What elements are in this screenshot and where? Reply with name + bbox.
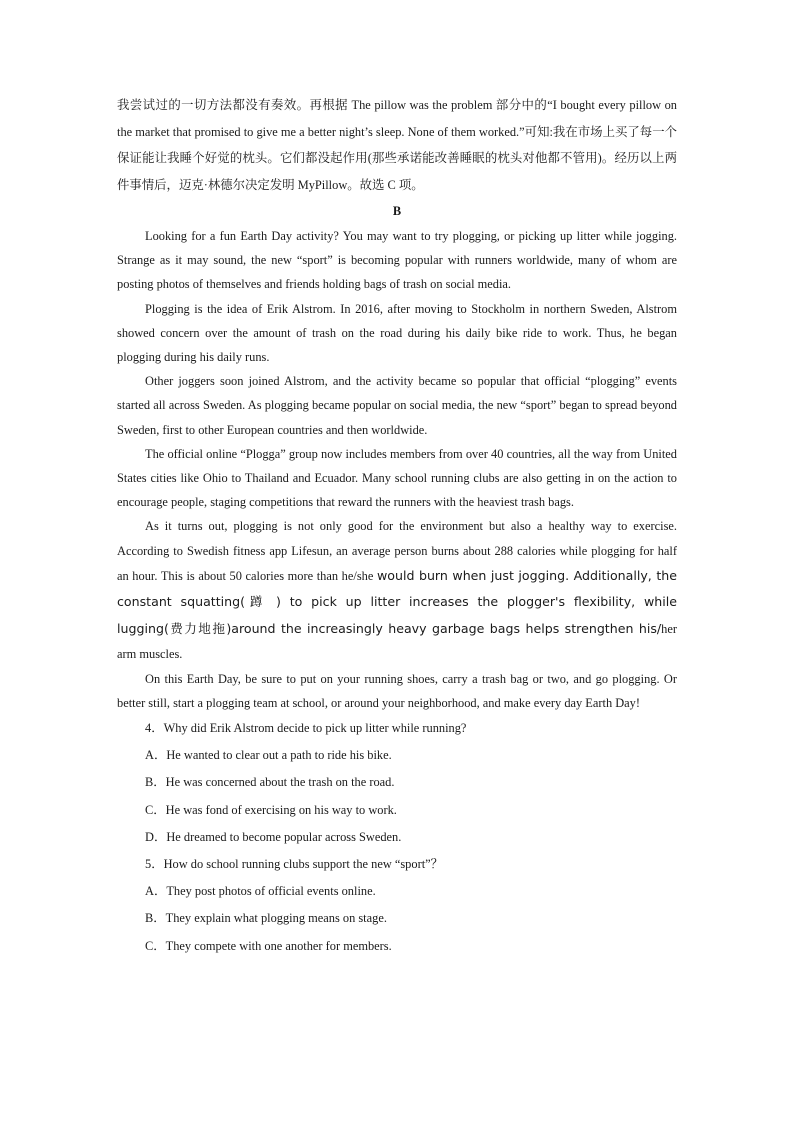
option-text: He was fond of exercising on his way to work. bbox=[165, 802, 397, 817]
passage-paragraph-5 bbox=[117, 514, 677, 666]
passage-paragraph-4: The official online “Plogga” group now includes members from over 40 countries, all the way from United States cities like Ohio to Thailand and Ecuador. Many school running clubs are also getting in on the action to encourage people, staging competitions that reward the runners with the heaviest trash bags. bbox=[117, 446, 677, 510]
option-text: He wanted to clear out a path to ride his bike. bbox=[166, 748, 392, 763]
answer-explanation: 我尝试过的一切方法都没有奏效。再根据 The pillow was the problem 部分中的“I bought every pillow on the market that promised to give me a better night’s sleep. None of them worked.”可知:我在市场上买了每一个保证能让我睡个好觉的枕头。它们都没起作用(那些承诺能改善睡眠的枕头对他都不管用)。经历以上两件事情后，迈克·林德尔决定发明 MyPillow。故选 C 项。 bbox=[117, 98, 677, 192]
option-letter: D． bbox=[145, 829, 167, 844]
question-text: Why did Erik Alstrom decide to pick up litter while running? bbox=[163, 720, 467, 735]
option-letter: A． bbox=[145, 748, 167, 763]
question-5-option-a bbox=[117, 878, 677, 905]
paragraph-5-part-2: would burn when just jogging. Additionally, the constant squatting(蹲 ) to pick up litter increases the plogger's flexibility, while lugging(费力地拖)around the increasingly heavy garbage bags helps strengthen his/ bbox=[117, 567, 677, 636]
passage-paragraph-3: Other joggers soon joined Alstrom, and the activity became so popular that official “plogging” events started all across Sweden. As plogging became popular on social media, the new “sport” began to spread beyond Sweden, first to other European countries and then worldwide. bbox=[117, 374, 677, 437]
question-number: 4． bbox=[145, 720, 164, 735]
question-number: 5． bbox=[145, 856, 164, 871]
question-text: How do school running clubs support the new “sport”？ bbox=[163, 856, 444, 871]
question-5-option-b bbox=[117, 905, 677, 932]
question-5 bbox=[117, 851, 677, 878]
option-letter: B． bbox=[145, 911, 166, 926]
option-letter: A． bbox=[145, 884, 167, 899]
question-5-option-c bbox=[117, 933, 677, 960]
option-text: He was concerned about the trash on the road. bbox=[165, 775, 395, 790]
section-label: B bbox=[392, 204, 402, 218]
paragraph-5-part-3: her arm muscles. bbox=[117, 621, 677, 662]
option-text: He dreamed to become popular across Sweden. bbox=[166, 829, 402, 844]
passage-paragraph-6: On this Earth Day, be sure to put on your running shoes, carry a trash bag or two, and go plogging. Or better still, start a plogging team at school, or around your neighborhood, and make every day Earth Day! bbox=[117, 671, 677, 710]
question-4-option-b bbox=[117, 769, 677, 796]
paragraph-5-part-1: As it turns out, plogging is not only good for the environment but also a healthy way to exercise. According to Swedish fitness app Lifesun, an average person burns about 288 calories while plogging for half an hour. This is about 50 calories more than he/she bbox=[117, 519, 677, 583]
option-text: They post photos of official events online. bbox=[166, 884, 376, 899]
question-4-option-d bbox=[117, 824, 677, 851]
question-4-option-c bbox=[117, 797, 677, 824]
option-text: They compete with one another for members. bbox=[165, 938, 392, 953]
passage-paragraph-2: Plogging is the idea of Erik Alstrom. In 2016, after moving to Stockholm in northern Sweden, Alstrom showed concern over the amount of trash on the road during his daily bike ride to work. Thus, he began plogging during his daily runs. bbox=[117, 301, 677, 365]
question-4 bbox=[117, 715, 677, 742]
option-letter: B． bbox=[145, 775, 166, 790]
passage-paragraph-1: Looking for a fun Earth Day activity? You may want to try plogging, or picking up litter while jogging. Strange as it may sound, the new “sport” is becoming popular with runners worldwide, many of whom are posting photos of themselves and friends holding bags of trash on social media. bbox=[117, 229, 677, 292]
question-4-option-a bbox=[117, 742, 677, 769]
option-text: They explain what plogging means on stage. bbox=[165, 911, 387, 926]
document-page bbox=[117, 92, 677, 960]
option-letter: C． bbox=[145, 802, 166, 817]
option-letter: C． bbox=[145, 938, 166, 953]
